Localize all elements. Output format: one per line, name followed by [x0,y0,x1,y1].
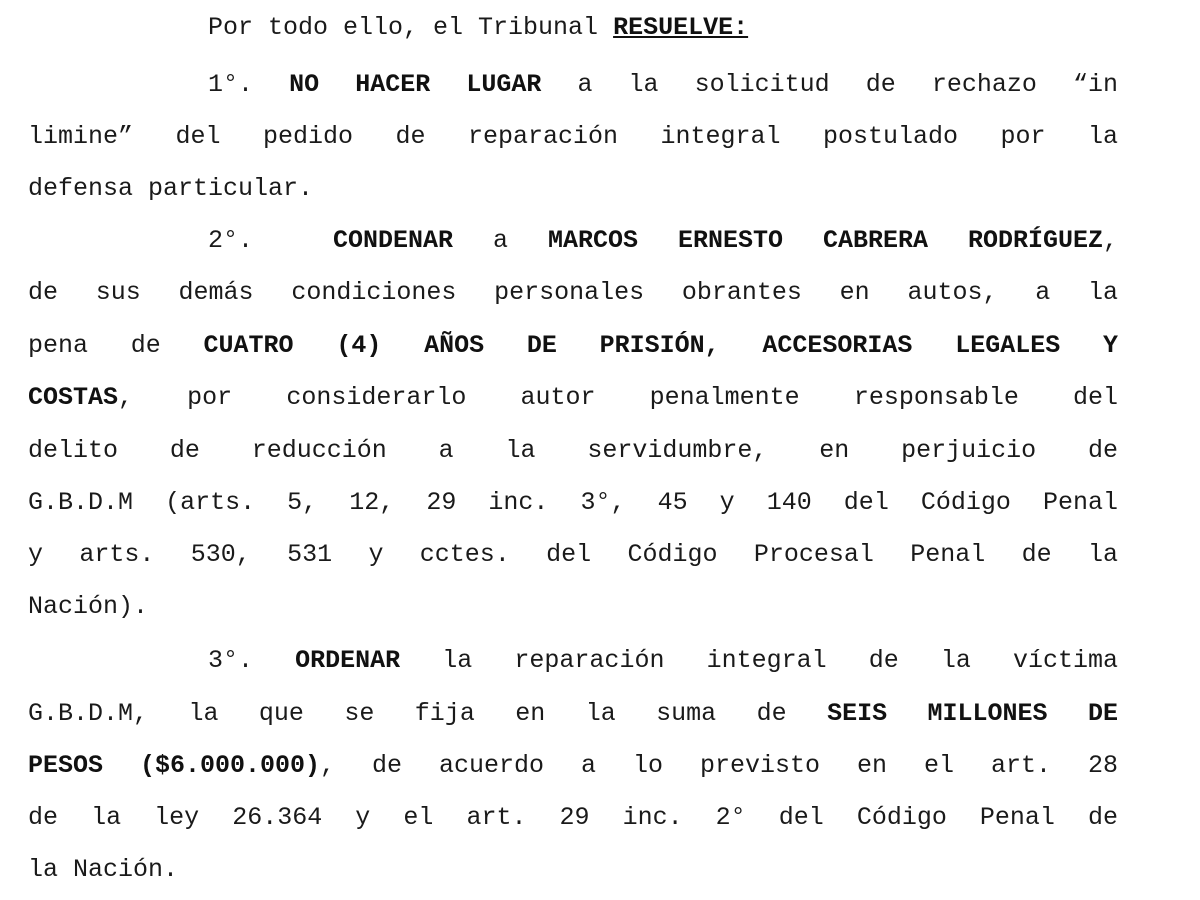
item3-line5: la Nación. [28,855,179,884]
item3-line2-pre: G.B.D.M, la que se fija en la suma de [28,699,787,728]
item2-line8: Nación). [28,592,149,621]
item1-line2: limine” del pedido de reparación integral postulado por la [28,122,1118,151]
item3-line4: de la ley 26.364 y el art. 29 inc. 2° del Código Penal de [28,803,1118,832]
item2-line2: de sus demás condiciones personales obrantes en autos, a la [28,278,1118,307]
item3-bold: ORDENAR [295,646,401,675]
item2-line3 [28,326,1118,366]
item1-number: 1°. [208,70,254,99]
item2-line5: delito de reducción a la servidumbre, en perjuicio de [28,436,1118,465]
item1-line3: defensa particular. [28,174,314,203]
item1-bold: NO HACER LUGAR [289,70,542,99]
item2-number: 2°. [208,226,254,255]
item3-line2-bold: SEIS MILLONES DE [827,699,1118,728]
item3-line3-bold: PESOS ($6.000.000) [28,751,321,780]
item2-bold-condenar: CONDENAR [332,226,453,255]
item3-line1-rest: la reparación integral de la víctima [442,646,1118,675]
item3-number: 3°. [208,646,254,675]
item3-line2 [28,694,1118,734]
item2-bold-name: MARCOS ERNESTO CABRERA RODRÍGUEZ [547,226,1103,255]
item3-line1 [208,641,1118,681]
item2-line4-rest: , por considerarlo autor penalmente responsable del [118,383,1118,412]
intro-text: Por todo ello, el Tribunal [208,13,614,42]
item2-line6: G.B.D.M (arts. 5, 12, 29 inc. 3°, 45 y 140 del Código Penal [28,488,1118,517]
item3-line3-rest: , de acuerdo a lo previsto en el art. 28 [320,751,1118,780]
item2-a: a [492,226,508,255]
resuelve-heading: RESUELVE: [613,13,749,42]
item2-line7: y arts. 530, 531 y cctes. del Código Procesal Penal de la [28,540,1118,569]
item3-line3 [28,746,1118,786]
item2-line3-pre: pena de [28,331,161,360]
item1-line1-rest: a la solicitud de rechazo “in [577,70,1118,99]
item2-line4 [28,378,1118,418]
item2-line1 [208,221,1118,261]
item2-line3-bold: CUATRO (4) AÑOS DE PRISIÓN, ACCESORIAS LEGALES Y [203,331,1118,360]
item2-comma: , [1102,226,1118,255]
intro-line [208,8,1118,48]
item2-line4-bold: COSTAS [28,383,119,412]
item1-line1 [208,65,1118,105]
